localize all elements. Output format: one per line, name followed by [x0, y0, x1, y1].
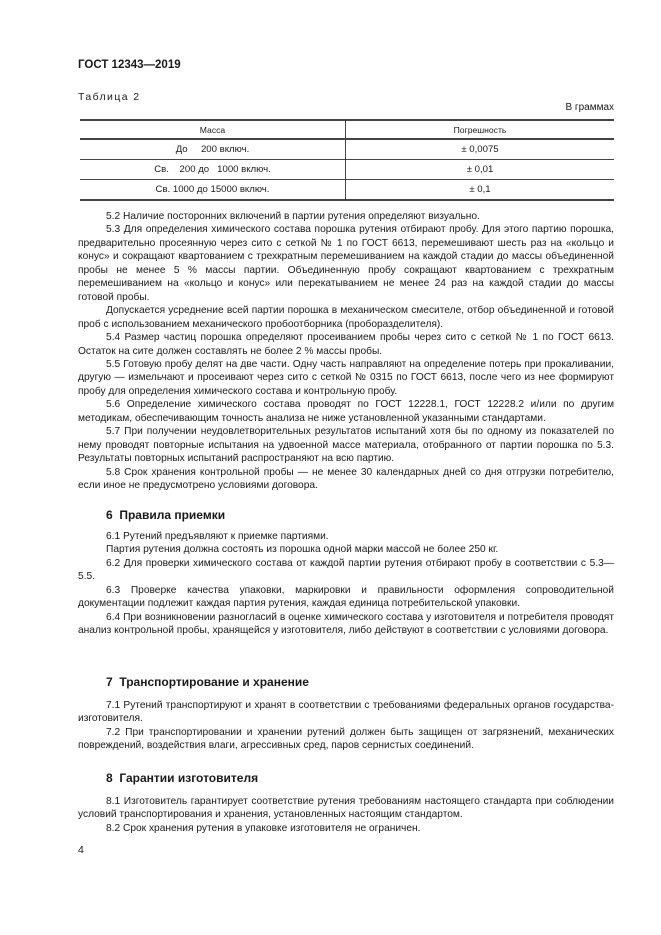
paragraph: 7.2 При транспортировании и хранении рутений должен быть защищен от загрязнений, механических повреждений, воздействия влаги, агрессивных сред, паров сернистых соединений. [78, 726, 614, 752]
paragraph: Допускается усреднение всей партии порошка в механическом смесителе, отбор объединенной и готовой проб с использованием механического пробоотборника (проборазделителя). [78, 305, 614, 330]
table-cell-error: ± 0,0075 [346, 139, 615, 160]
table-cell-error: ± 0,01 [346, 160, 615, 180]
paragraph: 5.6 Определение химического состава проводят по ГОСТ 12228.1, ГОСТ 12228.2 и/или по другим методикам, обеспечивающим точность анализа не ниже установленной указанными стандартами. [78, 399, 614, 424]
paragraph: 8.1 Изготовитель гарантирует соответствие рутения требованиям настоящего стандарта при соблюдении условий транспортирования и хранения, установленных настоящим стандартом. [78, 796, 614, 821]
section8-text [78, 795, 614, 835]
document-header: ГОСТ 12343—2019 [78, 59, 181, 71]
paragraph: 5.8 Срок хранения контрольной пробы — не менее 30 календарных дней со дня отгрузки потребителю, если иное не предусмотрено условиями договора. [78, 466, 614, 492]
paragraph: 5.4 Размер частиц порошка определяют просеиванием пробы через сито с сеткой № 1 по ГОСТ 6613. Остаток на сите должен составлять не более 2 % массы пробы. [78, 332, 614, 357]
column-header-error: Погрешность [346, 120, 615, 139]
section7-text [78, 699, 614, 753]
table-row [80, 139, 614, 160]
section-title-warranty: 8 Гарантии изготовителя [106, 771, 259, 785]
tolerance-table [80, 119, 614, 201]
paragraph: 5.3 Для определения химического состава порошка рутения отбирают пробу. Для этого партию порошка, предварительно просеянную через сито с сеткой № 1 по ГОСТ 6613, перемешивают шесть раз на «кольцо и конус» и сокращают квартованием с трехкратным перемешиванием на каждой стадии до массы объединенной пробы не менее 5 % массы партии. Объединенную пробу сокращают квартованием с трехкратным перемешиванием на «кольцо и конус» или перекатыванием не менее 24 раз на каждой стадии до массы готовой пробы. [78, 224, 614, 303]
paragraph: 6.1 Рутений предъявляют к приемке партиями. [106, 531, 329, 542]
paragraph: 5.5 Готовую пробу делят на две части. Одну часть направляют на определение потерь при прокаливании, другую — измельчают и просеивают через сито с сеткой № 0315 по ГОСТ 6613, после чего из нее формируют пробу для определения химического состава и контрольную пробу. [78, 358, 614, 397]
table-caption: Таблица 2 [78, 91, 141, 103]
table-row [80, 180, 614, 201]
paragraph: 7.1 Рутений транспортируют и хранят в соответствии с требованиями федеральных органов государства-изготовителя. [78, 700, 614, 725]
table-cell-mass: Св. 1000 до 15000 включ. [80, 180, 346, 201]
table-row [80, 160, 614, 180]
section5-text [78, 210, 614, 493]
table-cell-mass: Св. 200 до 1000 включ. [80, 160, 346, 180]
paragraph: Партия рутения должна состоять из порошка одной марки массой не более 250 кг. [106, 544, 499, 556]
section-title-acceptance: 6 Правила приемки [106, 508, 226, 522]
table-header-row [80, 120, 614, 139]
paragraph: 8.2 Срок хранения рутения в упаковке изготовителя не ограничен. [106, 822, 421, 834]
section6-text [78, 530, 614, 638]
table-cell-error: ± 0,1 [346, 180, 615, 201]
paragraph: 6.3 Проверке качества упаковки, маркировки и правильности оформления сопроводительной документации подлежит каждая партия рутения, каждая единица потребительской упаковки. [78, 584, 614, 610]
paragraph: 5.2 Наличие посторонних включений в партии рутения определяют визуально. [106, 211, 480, 222]
page-number: 4 [78, 844, 84, 856]
paragraph: 6.2 Для проверки химического состава от каждой партии рутения отбирают пробу в соответствии с 5.3—5.5. [78, 557, 614, 583]
column-header-mass: Масса [80, 120, 346, 139]
paragraph: 6.4 При возникновении разногласий в оценке химического состава у изготовителя и потребителя проводят анализ контрольной пробы, хранящейся у изготовителя, либо действуют в соответствии с условиями договора. [78, 611, 614, 637]
section-title-transport: 7 Транспортирование и хранение [106, 675, 309, 689]
table-cell-mass: До 200 включ. [80, 139, 346, 160]
table-units-note: В граммах [565, 102, 614, 113]
paragraph: 5.7 При получении неудовлетворительных результатов испытаний хотя бы по одному из показателей по нему проводят повторные испытания на удвоенной массе материала, отобранного от партии порошка по 5.3. Результаты повторных испытаний распространяют на всю партию. [78, 426, 614, 465]
